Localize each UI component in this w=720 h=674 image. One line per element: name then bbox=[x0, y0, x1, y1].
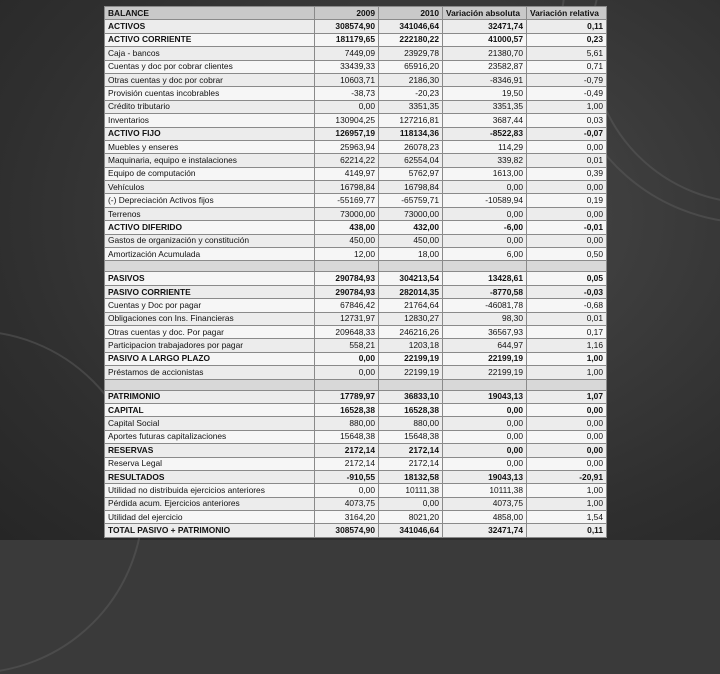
table-row bbox=[105, 444, 607, 457]
row-label: Aportes futuras capitalizaciones bbox=[105, 430, 315, 443]
value-2010: 18132,58 bbox=[379, 470, 443, 483]
row-label: Equipo de computación bbox=[105, 167, 315, 180]
relative-variation: 0,00 bbox=[527, 140, 607, 153]
value-2010: 73000,00 bbox=[379, 207, 443, 220]
row-label: Terrenos bbox=[105, 207, 315, 220]
value-2009: 3164,20 bbox=[315, 511, 379, 524]
table-body bbox=[105, 20, 607, 537]
row-label: ACTIVO DIFERIDO bbox=[105, 221, 315, 234]
row-label: Provisión cuentas incobrables bbox=[105, 87, 315, 100]
absolute-variation: 3351,35 bbox=[443, 100, 527, 113]
table-row bbox=[105, 154, 607, 167]
value-2010: 62554,04 bbox=[379, 154, 443, 167]
value-2010: 341046,64 bbox=[379, 524, 443, 537]
relative-variation: 0,00 bbox=[527, 430, 607, 443]
relative-variation: 1,00 bbox=[527, 100, 607, 113]
value-2009: 4149,97 bbox=[315, 167, 379, 180]
value-2009: 17789,97 bbox=[315, 390, 379, 403]
relative-variation: 0,00 bbox=[527, 207, 607, 220]
relative-variation: 0,19 bbox=[527, 194, 607, 207]
row-label: Vehículos bbox=[105, 181, 315, 194]
relative-variation: 0,00 bbox=[527, 457, 607, 470]
value-2009: 308574,90 bbox=[315, 524, 379, 537]
table-row bbox=[105, 207, 607, 220]
value-2009: 62214,22 bbox=[315, 154, 379, 167]
relative-variation: 0,00 bbox=[527, 181, 607, 194]
relative-variation: 0,01 bbox=[527, 312, 607, 325]
value-2009: 67846,42 bbox=[315, 299, 379, 312]
table-row bbox=[105, 60, 607, 73]
blank-cell bbox=[443, 379, 527, 390]
row-label: Capital Social bbox=[105, 417, 315, 430]
value-2009: 181179,65 bbox=[315, 33, 379, 46]
value-2010: 23929,78 bbox=[379, 47, 443, 60]
value-2009: 290784,93 bbox=[315, 272, 379, 285]
row-label: ACTIVO FIJO bbox=[105, 127, 315, 140]
value-2010: 2172,14 bbox=[379, 457, 443, 470]
table-row bbox=[105, 312, 607, 325]
value-2010: -20,23 bbox=[379, 87, 443, 100]
absolute-variation: 19,50 bbox=[443, 87, 527, 100]
table-row bbox=[105, 234, 607, 247]
table-row bbox=[105, 20, 607, 33]
absolute-variation: 0,00 bbox=[443, 444, 527, 457]
relative-variation: -20,91 bbox=[527, 470, 607, 483]
absolute-variation: -8770,58 bbox=[443, 285, 527, 298]
relative-variation: -0,49 bbox=[527, 87, 607, 100]
absolute-variation: 22199,19 bbox=[443, 352, 527, 365]
table-row bbox=[105, 524, 607, 537]
value-2010: 16528,38 bbox=[379, 403, 443, 416]
absolute-variation: 36567,93 bbox=[443, 325, 527, 338]
relative-variation: -0,68 bbox=[527, 299, 607, 312]
relative-variation: -0,79 bbox=[527, 73, 607, 86]
value-2010: 15648,38 bbox=[379, 430, 443, 443]
value-2009: -910,55 bbox=[315, 470, 379, 483]
header-balance: BALANCE bbox=[105, 7, 315, 20]
value-2009: -38,73 bbox=[315, 87, 379, 100]
row-label: Obligaciones con Ins. Financieras bbox=[105, 312, 315, 325]
table-row bbox=[105, 33, 607, 46]
relative-variation: -0,07 bbox=[527, 127, 607, 140]
table-row bbox=[105, 272, 607, 285]
value-2009: 33439,33 bbox=[315, 60, 379, 73]
absolute-variation: 3687,44 bbox=[443, 114, 527, 127]
absolute-variation: 19043,13 bbox=[443, 390, 527, 403]
value-2010: 22199,19 bbox=[379, 366, 443, 379]
value-2009: 2172,14 bbox=[315, 457, 379, 470]
table-row bbox=[105, 417, 607, 430]
relative-variation: 0,03 bbox=[527, 114, 607, 127]
value-2009: 438,00 bbox=[315, 221, 379, 234]
row-label: Inventarios bbox=[105, 114, 315, 127]
blank-cell bbox=[379, 261, 443, 272]
value-2010: 304213,54 bbox=[379, 272, 443, 285]
blank-cell bbox=[315, 261, 379, 272]
value-2010: 0,00 bbox=[379, 497, 443, 510]
table-row bbox=[105, 366, 607, 379]
value-2010: 1203,18 bbox=[379, 339, 443, 352]
row-label: PASIVOS bbox=[105, 272, 315, 285]
relative-variation: -0,03 bbox=[527, 285, 607, 298]
header-2009: 2009 bbox=[315, 7, 379, 20]
row-label: Amortización Acumulada bbox=[105, 248, 315, 261]
relative-variation: 0,00 bbox=[527, 444, 607, 457]
relative-variation: 1,00 bbox=[527, 497, 607, 510]
table-row bbox=[105, 457, 607, 470]
blank-row bbox=[105, 379, 607, 390]
table-header-row bbox=[105, 7, 607, 20]
relative-variation: 0,11 bbox=[527, 524, 607, 537]
table-row bbox=[105, 403, 607, 416]
blank-cell bbox=[105, 261, 315, 272]
blank-cell bbox=[315, 379, 379, 390]
relative-variation: 0,05 bbox=[527, 272, 607, 285]
table-row bbox=[105, 127, 607, 140]
absolute-variation: 0,00 bbox=[443, 403, 527, 416]
relative-variation: 1,00 bbox=[527, 484, 607, 497]
value-2009: 2172,14 bbox=[315, 444, 379, 457]
relative-variation: -0,01 bbox=[527, 221, 607, 234]
value-2010: 2172,14 bbox=[379, 444, 443, 457]
table-row bbox=[105, 497, 607, 510]
value-2010: 3351,35 bbox=[379, 100, 443, 113]
absolute-variation: 114,29 bbox=[443, 140, 527, 153]
row-label: Utilidad no distribuida ejercicios anteriores bbox=[105, 484, 315, 497]
blank-row bbox=[105, 261, 607, 272]
blank-cell bbox=[527, 261, 607, 272]
table-row bbox=[105, 181, 607, 194]
value-2009: 25963,94 bbox=[315, 140, 379, 153]
value-2010: 118134,36 bbox=[379, 127, 443, 140]
row-label: Otras cuentas y doc. Por pagar bbox=[105, 325, 315, 338]
value-2009: 4073,75 bbox=[315, 497, 379, 510]
value-2010: 341046,64 bbox=[379, 20, 443, 33]
absolute-variation: 339,82 bbox=[443, 154, 527, 167]
table-row bbox=[105, 299, 607, 312]
table-row bbox=[105, 484, 607, 497]
value-2009: 10603,71 bbox=[315, 73, 379, 86]
absolute-variation: 644,97 bbox=[443, 339, 527, 352]
value-2010: 5762,97 bbox=[379, 167, 443, 180]
value-2010: 65916,20 bbox=[379, 60, 443, 73]
value-2009: 12731,97 bbox=[315, 312, 379, 325]
absolute-variation: 32471,74 bbox=[443, 524, 527, 537]
table-row bbox=[105, 390, 607, 403]
row-label: Maquinaria, equipo e instalaciones bbox=[105, 154, 315, 167]
value-2010: 22199,19 bbox=[379, 352, 443, 365]
row-label: TOTAL PASIVO + PATRIMONIO bbox=[105, 524, 315, 537]
relative-variation: 5,61 bbox=[527, 47, 607, 60]
value-2010: 246216,26 bbox=[379, 325, 443, 338]
relative-variation: 0,17 bbox=[527, 325, 607, 338]
value-2010: 36833,10 bbox=[379, 390, 443, 403]
table-row bbox=[105, 285, 607, 298]
absolute-variation: 0,00 bbox=[443, 430, 527, 443]
relative-variation: 0,50 bbox=[527, 248, 607, 261]
table-row bbox=[105, 194, 607, 207]
row-label: Pérdida acum. Ejercicios anteriores bbox=[105, 497, 315, 510]
absolute-variation: 23582,87 bbox=[443, 60, 527, 73]
value-2009: 209648,33 bbox=[315, 325, 379, 338]
value-2010: 880,00 bbox=[379, 417, 443, 430]
table-row bbox=[105, 511, 607, 524]
row-label: ACTIVO CORRIENTE bbox=[105, 33, 315, 46]
relative-variation: 0,11 bbox=[527, 20, 607, 33]
absolute-variation: 0,00 bbox=[443, 417, 527, 430]
value-2009: 880,00 bbox=[315, 417, 379, 430]
absolute-variation: 41000,57 bbox=[443, 33, 527, 46]
absolute-variation: -10589,94 bbox=[443, 194, 527, 207]
row-label: Gastos de organización y constitución bbox=[105, 234, 315, 247]
absolute-variation: 0,00 bbox=[443, 457, 527, 470]
value-2009: 15648,38 bbox=[315, 430, 379, 443]
absolute-variation: 0,00 bbox=[443, 207, 527, 220]
absolute-variation: 13428,61 bbox=[443, 272, 527, 285]
value-2010: -65759,71 bbox=[379, 194, 443, 207]
absolute-variation: 98,30 bbox=[443, 312, 527, 325]
value-2009: 73000,00 bbox=[315, 207, 379, 220]
table-row bbox=[105, 114, 607, 127]
value-2009: -55169,77 bbox=[315, 194, 379, 207]
absolute-variation: 21380,70 bbox=[443, 47, 527, 60]
relative-variation: 0,71 bbox=[527, 60, 607, 73]
value-2010: 222180,22 bbox=[379, 33, 443, 46]
row-label: Utilidad del ejercicio bbox=[105, 511, 315, 524]
value-2009: 0,00 bbox=[315, 366, 379, 379]
blank-cell bbox=[379, 379, 443, 390]
value-2009: 308574,90 bbox=[315, 20, 379, 33]
relative-variation: 1,07 bbox=[527, 390, 607, 403]
absolute-variation: 6,00 bbox=[443, 248, 527, 261]
value-2010: 16798,84 bbox=[379, 181, 443, 194]
value-2009: 16798,84 bbox=[315, 181, 379, 194]
absolute-variation: 0,00 bbox=[443, 181, 527, 194]
balance-table bbox=[104, 6, 607, 538]
absolute-variation: 4073,75 bbox=[443, 497, 527, 510]
table-row bbox=[105, 140, 607, 153]
value-2010: 8021,20 bbox=[379, 511, 443, 524]
value-2010: 12830,27 bbox=[379, 312, 443, 325]
row-label: Otras cuentas y doc por cobrar bbox=[105, 73, 315, 86]
absolute-variation: 1613,00 bbox=[443, 167, 527, 180]
absolute-variation: 32471,74 bbox=[443, 20, 527, 33]
value-2009: 558,21 bbox=[315, 339, 379, 352]
header-relative-variation: Variación relativa bbox=[527, 7, 607, 20]
absolute-variation: -8346,91 bbox=[443, 73, 527, 86]
header-absolute-variation: Variación absoluta bbox=[443, 7, 527, 20]
value-2009: 450,00 bbox=[315, 234, 379, 247]
value-2009: 16528,38 bbox=[315, 403, 379, 416]
table-row bbox=[105, 248, 607, 261]
row-label: PASIVO A LARGO PLAZO bbox=[105, 352, 315, 365]
value-2010: 26078,23 bbox=[379, 140, 443, 153]
table-row bbox=[105, 339, 607, 352]
value-2010: 2186,30 bbox=[379, 73, 443, 86]
row-label: (-) Depreciación Activos fijos bbox=[105, 194, 315, 207]
absolute-variation: -6,00 bbox=[443, 221, 527, 234]
row-label: PATRIMONIO bbox=[105, 390, 315, 403]
value-2010: 282014,35 bbox=[379, 285, 443, 298]
value-2010: 432,00 bbox=[379, 221, 443, 234]
blank-cell bbox=[443, 261, 527, 272]
table-row bbox=[105, 100, 607, 113]
relative-variation: 0,23 bbox=[527, 33, 607, 46]
table-row bbox=[105, 325, 607, 338]
row-label: Crédito tributario bbox=[105, 100, 315, 113]
row-label: PASIVO CORRIENTE bbox=[105, 285, 315, 298]
table-row bbox=[105, 47, 607, 60]
relative-variation: 1,16 bbox=[527, 339, 607, 352]
row-label: Préstamos de accionistas bbox=[105, 366, 315, 379]
row-label: Cuentas y Doc por pagar bbox=[105, 299, 315, 312]
absolute-variation: 4858,00 bbox=[443, 511, 527, 524]
value-2009: 0,00 bbox=[315, 484, 379, 497]
row-label: CAPITAL bbox=[105, 403, 315, 416]
absolute-variation: 19043,13 bbox=[443, 470, 527, 483]
table-row bbox=[105, 430, 607, 443]
relative-variation: 0,00 bbox=[527, 417, 607, 430]
row-label: Caja - bancos bbox=[105, 47, 315, 60]
relative-variation: 1,00 bbox=[527, 352, 607, 365]
value-2010: 21764,64 bbox=[379, 299, 443, 312]
absolute-variation: 10111,38 bbox=[443, 484, 527, 497]
value-2009: 0,00 bbox=[315, 100, 379, 113]
relative-variation: 1,00 bbox=[527, 366, 607, 379]
value-2009: 126957,19 bbox=[315, 127, 379, 140]
value-2010: 127216,81 bbox=[379, 114, 443, 127]
value-2010: 450,00 bbox=[379, 234, 443, 247]
table-row bbox=[105, 221, 607, 234]
absolute-variation: 0,00 bbox=[443, 234, 527, 247]
table-row bbox=[105, 167, 607, 180]
relative-variation: 0,39 bbox=[527, 167, 607, 180]
absolute-variation: -8522,83 bbox=[443, 127, 527, 140]
row-label: Participacion trabajadores por pagar bbox=[105, 339, 315, 352]
value-2009: 7449,09 bbox=[315, 47, 379, 60]
table-row bbox=[105, 352, 607, 365]
relative-variation: 0,01 bbox=[527, 154, 607, 167]
row-label: Reserva Legal bbox=[105, 457, 315, 470]
table-row bbox=[105, 87, 607, 100]
blank-cell bbox=[527, 379, 607, 390]
absolute-variation: -46081,78 bbox=[443, 299, 527, 312]
row-label: Cuentas y doc por cobrar clientes bbox=[105, 60, 315, 73]
blank-cell bbox=[105, 379, 315, 390]
absolute-variation: 22199,19 bbox=[443, 366, 527, 379]
value-2009: 12,00 bbox=[315, 248, 379, 261]
relative-variation: 1,54 bbox=[527, 511, 607, 524]
value-2010: 10111,38 bbox=[379, 484, 443, 497]
value-2009: 290784,93 bbox=[315, 285, 379, 298]
table-row bbox=[105, 470, 607, 483]
value-2009: 130904,25 bbox=[315, 114, 379, 127]
row-label: RESERVAS bbox=[105, 444, 315, 457]
value-2009: 0,00 bbox=[315, 352, 379, 365]
header-2010: 2010 bbox=[379, 7, 443, 20]
row-label: Muebles y enseres bbox=[105, 140, 315, 153]
relative-variation: 0,00 bbox=[527, 234, 607, 247]
table-row bbox=[105, 73, 607, 86]
row-label: RESULTADOS bbox=[105, 470, 315, 483]
value-2010: 18,00 bbox=[379, 248, 443, 261]
row-label: ACTIVOS bbox=[105, 20, 315, 33]
relative-variation: 0,00 bbox=[527, 403, 607, 416]
